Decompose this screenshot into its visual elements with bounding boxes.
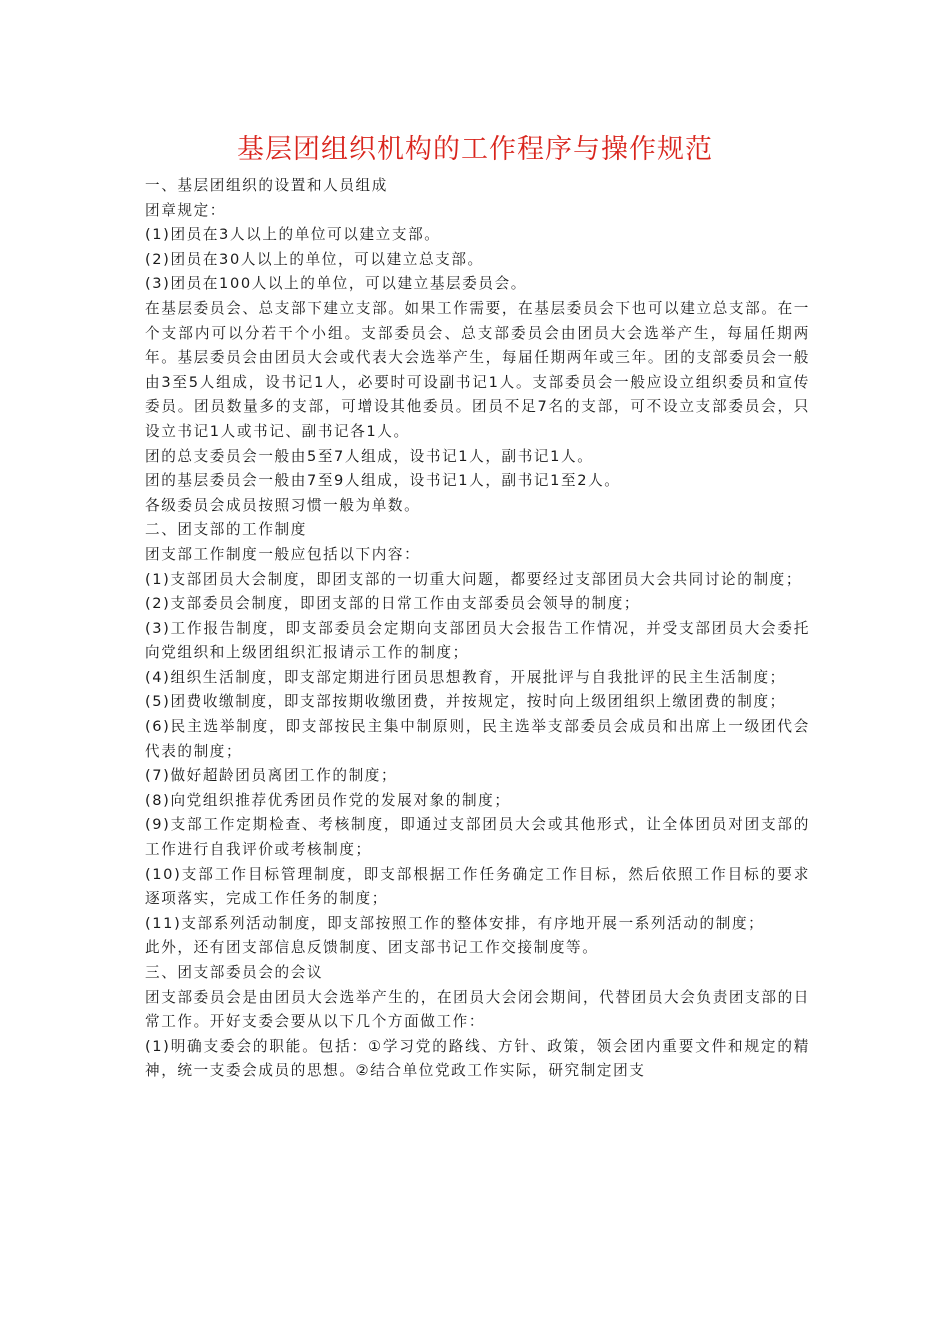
paragraph: 团支部委员会是由团员大会选举产生的，在团员大会闭会期间，代替团员大会负责团支部的日常工作。开好支委会要从以下几个方面做工作： (145, 988, 810, 1031)
list-item: (2)团员在30人以上的单位，可以建立总支部。 (145, 250, 484, 268)
list-item: (3)工作报告制度，即支部委员会定期向支部团员大会报告工作情况，并受支部团员大会委托向党组织和上级团组织汇报请示工作的制度； (145, 619, 810, 662)
paragraph: 团的总支委员会一般由5至7人组成，设书记1人，副书记1人。 (145, 447, 594, 465)
paragraph: 此外，还有团支部信息反馈制度、团支部书记工作交接制度等。 (145, 939, 599, 957)
paragraph: 各级委员会成员按照习惯一般为单数。 (145, 496, 421, 514)
list-item: (6)民主选举制度，即支部按民主集中制原则，民主选举支部委员会成员和出席上一级团代会代表的制度； (145, 718, 810, 760)
paragraph: 团章规定： (145, 201, 226, 219)
document-title: 基层团组织机构的工作程序与操作规范 (237, 134, 713, 165)
section-heading-2: 二、团支部的工作制度 (145, 521, 307, 539)
list-item: (11)支部系列活动制度，即支部按照工作的整体安排，有序地开展一系列活动的制度； (145, 914, 765, 932)
section-heading-1: 一、基层团组织的设置和人员组成 (145, 177, 388, 194)
list-item: (3)团员在100人以上的单位，可以建立基层委员会。 (145, 275, 528, 293)
list-item: (1)支部团员大会制度，即团支部的一切重大问题，都要经过支部团员大会共同讨论的制度； (145, 570, 803, 588)
paragraph: 团支部工作制度一般应包括以下内容： (145, 545, 421, 563)
list-item: (9)支部工作定期检查、考核制度，即通过支部团员大会或其他形式，让全体团员对团支部的工作进行自我评价或考核制度； (145, 816, 810, 859)
list-item: (10)支部工作目标管理制度，即支部根据工作任务确定工作目标，然后依照工作目标的要求逐项落实，完成工作任务的制度； (145, 865, 810, 908)
list-item: (4)组织生活制度，即支部定期进行团员思想教育，开展批评与自我批评的民主生活制度； (145, 668, 786, 686)
list-item: (1)明确支委会的职能。包括：①学习党的路线、方针、政策，领会团内重要文件和规定的精神，统一支委会成员的思想。②结合单位党政工作实际，研究制定团支 (145, 1037, 810, 1080)
list-item: (1)团员在3人以上的单位可以建立支部。 (145, 226, 441, 244)
section-heading-3: 三、团支部委员会的会议 (145, 964, 324, 981)
list-item: (5)团费收缴制度，即支部按期收缴团费，并按规定，按时向上级团组织上缴团费的制度； (145, 693, 786, 711)
list-item: (7)做好超龄团员离团工作的制度； (145, 767, 398, 785)
paragraph: 在基层委员会、总支部下建立支部。如果工作需要，在基层委员会下也可以建立总支部。在一个支部内可以分若干个小组。支部委员会、总支部委员会由团员大会选举产生，每届任期两年。基层委员会由团员大会或代表大会选举产生，每届任期两年或三年。团的支部委员会一般由3至5人组成，设书记1人，必要时可设副书记1人。支部委员会一般应设立组织委员和宣传委员。团员数量多的支部，可增设其他委员。团员不足7名的支部，可不设立支部委员会，只设立书记1人或书记、副书记各1人。 (145, 299, 810, 440)
list-item: (8)向党组织推荐优秀团员作党的发展对象的制度； (145, 791, 511, 809)
document-body (145, 174, 810, 1084)
list-item: (2)支部委员会制度，即团支部的日常工作由支部委员会领导的制度； (145, 595, 641, 613)
paragraph: 团的基层委员会一般由7至9人组成，设书记1人，副书记1至2人。 (145, 472, 621, 490)
